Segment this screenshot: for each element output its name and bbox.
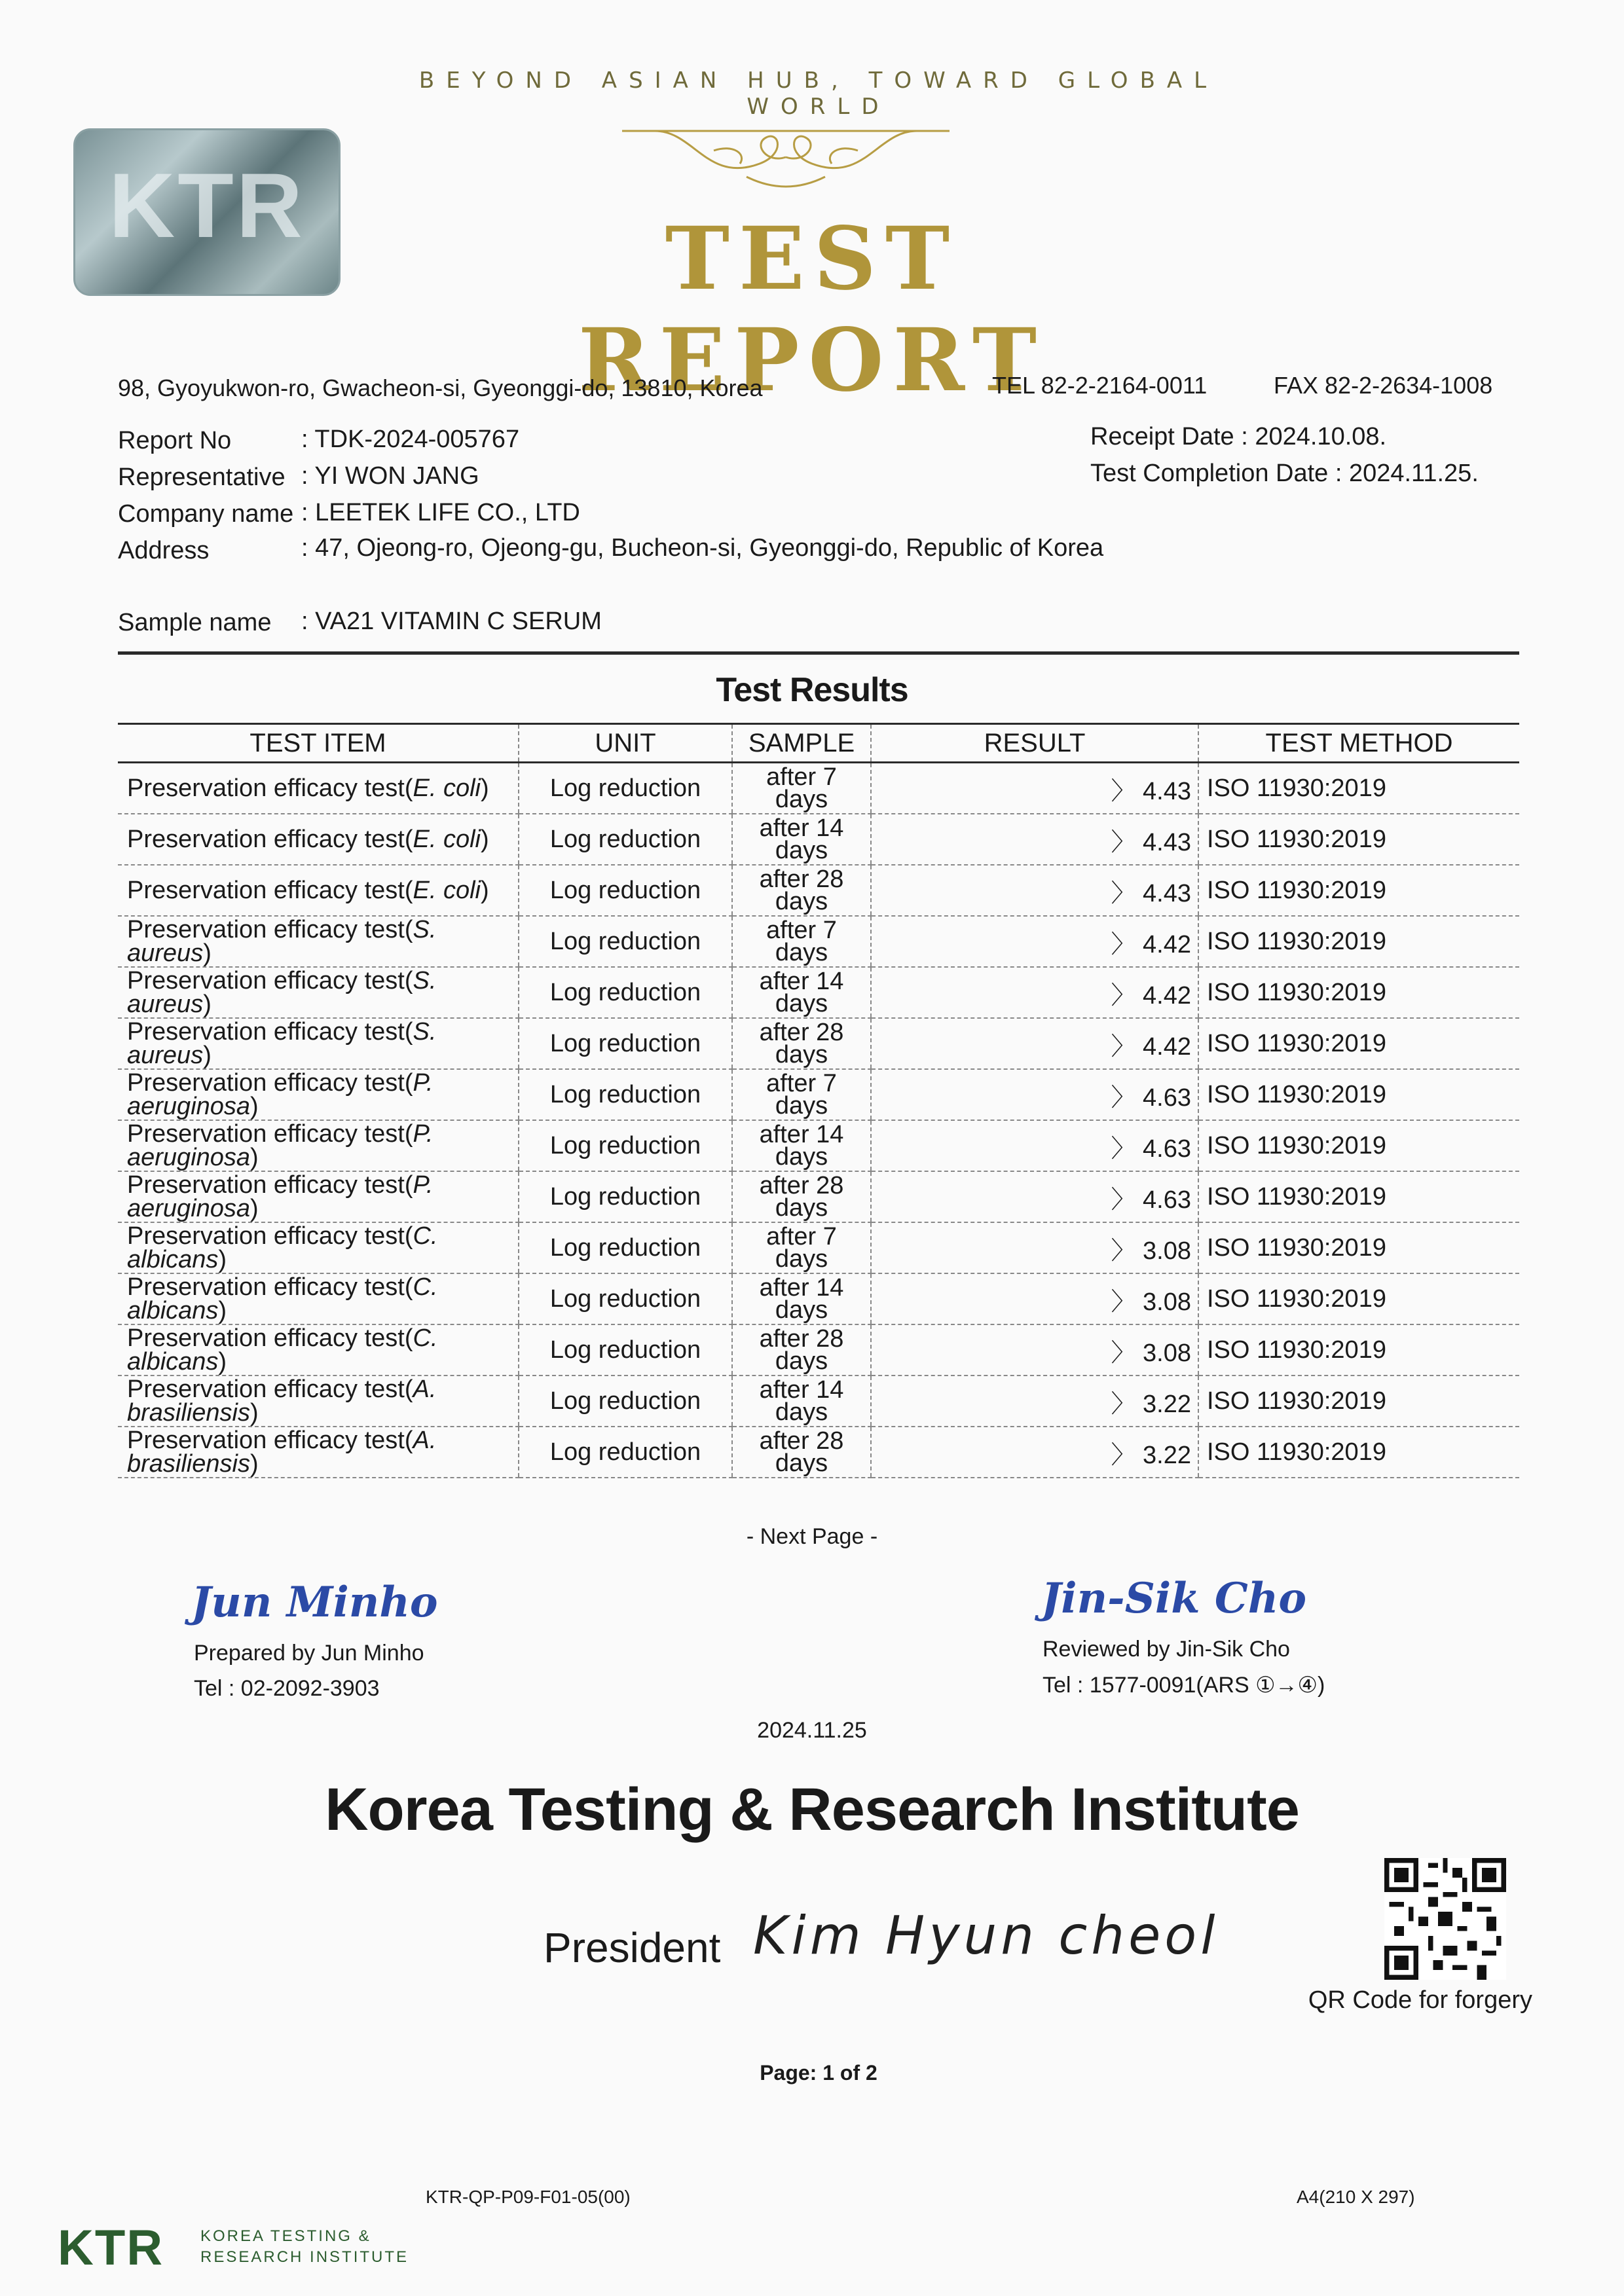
table-row — [118, 1171, 1519, 1222]
table-row — [118, 1069, 1519, 1120]
report-title: TEST REPORT — [578, 208, 1046, 411]
report-no-value: : TDK-2024-005767 — [301, 426, 520, 453]
organism-name: P. aeruginosa — [127, 1171, 434, 1222]
result-cell: 〉 4.43 — [871, 763, 1198, 814]
test-item-close: ) — [250, 1093, 259, 1120]
institute-address: 98, Gyoyukwon-ro, Gwacheon-si, Gyeonggi-do, 13810, Korea — [118, 374, 763, 401]
logo-sub-line1: KOREA TESTING & — [200, 2227, 371, 2245]
method-cell: ISO 11930:2019 — [1198, 1171, 1519, 1222]
method-cell: ISO 11930:2019 — [1198, 1427, 1519, 1478]
sample-cell — [732, 1427, 871, 1478]
sample-unit: days — [775, 837, 828, 864]
organism-name: C. albicans — [127, 1222, 438, 1273]
test-item — [118, 1376, 519, 1427]
unit-cell: Log reduction — [519, 1273, 732, 1324]
sample-period: after 14 — [759, 968, 844, 995]
results-title: Test Results — [716, 671, 908, 709]
test-item — [118, 814, 519, 865]
sample-label: Sample name — [118, 609, 272, 636]
organism-name: C. albicans — [127, 1324, 438, 1376]
unit-cell: Log reduction — [519, 916, 732, 967]
organism-name: E. coli — [413, 774, 481, 802]
table-row — [118, 1324, 1519, 1376]
unit-cell: Log reduction — [519, 967, 732, 1018]
test-item — [118, 865, 519, 916]
organism-name: E. coli — [413, 877, 481, 904]
test-item-name: Preservation efficacy test( — [127, 1376, 413, 1403]
prepared-signature: Jun Minho — [191, 1578, 438, 1627]
address-label: Address — [118, 537, 210, 564]
test-item-name: Preservation efficacy test( — [127, 1273, 413, 1301]
test-item-close: ) — [249, 1450, 259, 1478]
unit-cell: Log reduction — [519, 1222, 732, 1273]
reviewed-signature: Jin-Sik Cho — [1041, 1574, 1306, 1623]
reviewed-by: Reviewed by Jin-Sik Cho — [1043, 1637, 1290, 1662]
result-cell: 〉 4.63 — [871, 1069, 1198, 1120]
table-row — [118, 967, 1519, 1018]
result-cell: 〉 3.08 — [871, 1222, 1198, 1273]
ktr-logo: KTR — [58, 2220, 164, 2276]
method-cell: ISO 11930:2019 — [1198, 1273, 1519, 1324]
test-item-name: Preservation efficacy test( — [127, 774, 413, 802]
header-sample: SAMPLE — [732, 724, 871, 763]
organism-name: S. aureus — [127, 967, 437, 1018]
organism-name: S. aureus — [127, 1018, 437, 1069]
organism-name: P. aeruginosa — [127, 1069, 434, 1120]
result-cell: 〉 4.43 — [871, 865, 1198, 916]
table-row — [118, 1222, 1519, 1273]
address-value: : 47, Ojeong-ro, Ojeong-gu, Bucheon-si, Gyeonggi-do, Republic of Korea — [301, 534, 1104, 562]
form-code: KTR-QP-P09-F01-05(00) — [426, 2187, 631, 2207]
unit-cell: Log reduction — [519, 1069, 732, 1120]
sample-unit: days — [775, 1041, 828, 1068]
institute-name: Korea Testing & Research Institute — [325, 1776, 1299, 1843]
result-cell: 〉 4.43 — [871, 814, 1198, 865]
test-item-close: ) — [480, 826, 489, 853]
test-item — [118, 916, 519, 967]
test-item-close: ) — [218, 1348, 227, 1376]
prepared-by: Prepared by Jun Minho — [194, 1641, 424, 1666]
unit-cell: Log reduction — [519, 1120, 732, 1171]
method-cell: ISO 11930:2019 — [1198, 1018, 1519, 1069]
sample-cell — [732, 814, 871, 865]
sample-cell — [732, 916, 871, 967]
sample-unit: days — [775, 1194, 828, 1222]
sample-period: after 14 — [759, 814, 844, 842]
result-cell: 〉 4.42 — [871, 967, 1198, 1018]
unit-cell: Log reduction — [519, 814, 732, 865]
method-cell: ISO 11930:2019 — [1198, 1324, 1519, 1376]
sample-unit: days — [775, 1296, 828, 1324]
test-item-name: Preservation efficacy test( — [127, 916, 413, 943]
report-no-label: Report No — [118, 427, 232, 454]
organism-name: E. coli — [413, 826, 481, 853]
test-item-close: ) — [250, 1195, 259, 1222]
institute-fax: FAX 82-2-2634-1008 — [1274, 372, 1493, 399]
method-cell: ISO 11930:2019 — [1198, 1222, 1519, 1273]
header-test-item: TEST ITEM — [118, 724, 519, 763]
sample-unit: days — [775, 1398, 828, 1426]
issue-date: 2024.11.25 — [757, 1718, 867, 1743]
ktr-logo-subtitle — [200, 2226, 409, 2268]
result-cell: 〉 3.08 — [871, 1324, 1198, 1376]
method-cell: ISO 11930:2019 — [1198, 1069, 1519, 1120]
test-item-name: Preservation efficacy test( — [127, 1427, 413, 1454]
paper-size: A4(210 X 297) — [1297, 2187, 1415, 2207]
unit-cell: Log reduction — [519, 1376, 732, 1427]
next-page-note: - Next Page - — [746, 1524, 878, 1549]
sample-period: after 7 — [766, 763, 837, 791]
ornament-icon — [616, 105, 956, 196]
test-item-close: ) — [218, 1297, 227, 1324]
method-cell: ISO 11930:2019 — [1198, 865, 1519, 916]
sample-unit: days — [775, 1092, 828, 1120]
test-item-close: ) — [203, 991, 212, 1018]
institute-tel: TEL 82-2-2164-0011 — [992, 372, 1208, 399]
tagline: BEYOND ASIAN HUB, TOWARD GLOBAL WORLD — [418, 67, 1219, 120]
test-item — [118, 1069, 519, 1120]
result-cell: 〉 4.63 — [871, 1171, 1198, 1222]
method-cell: ISO 11930:2019 — [1198, 967, 1519, 1018]
sample-period: after 28 — [759, 1427, 844, 1455]
page-indicator: Page: 1 of 2 — [760, 2061, 877, 2085]
divider — [118, 651, 1519, 655]
result-cell: 〉 4.63 — [871, 1120, 1198, 1171]
table-row — [118, 1120, 1519, 1171]
test-item-name: Preservation efficacy test( — [127, 1222, 413, 1250]
ktr-hologram-seal — [73, 128, 341, 296]
table-row — [118, 763, 1519, 814]
sample-unit: days — [775, 990, 828, 1017]
unit-cell: Log reduction — [519, 763, 732, 814]
results-table — [118, 723, 1519, 1478]
test-item-close: ) — [203, 1042, 212, 1069]
table-header-row — [118, 724, 1519, 763]
sample-cell — [732, 1171, 871, 1222]
test-item-name: Preservation efficacy test( — [127, 967, 413, 994]
unit-cell: Log reduction — [519, 1324, 732, 1376]
header-result: RESULT — [871, 724, 1198, 763]
test-item-name: Preservation efficacy test( — [127, 1324, 413, 1352]
test-item-name: Preservation efficacy test( — [127, 877, 413, 904]
sample-cell — [732, 1069, 871, 1120]
result-cell: 〉 3.08 — [871, 1273, 1198, 1324]
table-row — [118, 814, 1519, 865]
method-cell: ISO 11930:2019 — [1198, 814, 1519, 865]
test-item-close: ) — [480, 774, 489, 802]
method-cell: ISO 11930:2019 — [1198, 763, 1519, 814]
sample-period: after 28 — [759, 1325, 844, 1353]
unit-cell: Log reduction — [519, 1427, 732, 1478]
organism-name: P. aeruginosa — [127, 1120, 434, 1171]
sample-unit: days — [775, 939, 828, 966]
organism-name: S. aureus — [127, 916, 437, 967]
qr-code-icon[interactable] — [1384, 1858, 1506, 1980]
table-row — [118, 1018, 1519, 1069]
sample-unit: days — [775, 1449, 828, 1477]
sample-unit: days — [775, 1143, 828, 1171]
sample-period: after 28 — [759, 866, 844, 893]
seal-logo-text: KTR — [109, 154, 305, 257]
organism-name: A. brasiliensis — [127, 1376, 437, 1427]
representative-value: : YI WON JANG — [301, 462, 479, 490]
table-row — [118, 865, 1519, 916]
result-cell: 〉 4.42 — [871, 916, 1198, 967]
completion-date: Test Completion Date : 2024.11.25. — [1090, 460, 1479, 487]
sample-unit: days — [775, 786, 828, 813]
representative-label: Representative — [118, 464, 286, 491]
sample-cell — [732, 1273, 871, 1324]
organism-name: A. brasiliensis — [127, 1427, 437, 1478]
sample-cell — [732, 1018, 871, 1069]
test-item — [118, 1222, 519, 1273]
test-item — [118, 1171, 519, 1222]
sample-period: after 14 — [759, 1121, 844, 1148]
sample-unit: days — [775, 1347, 828, 1375]
company-value: : LEETEK LIFE CO., LTD — [301, 499, 580, 526]
result-cell: 〉 4.42 — [871, 1018, 1198, 1069]
company-label: Company name — [118, 500, 294, 528]
method-cell: ISO 11930:2019 — [1198, 1120, 1519, 1171]
test-item-name: Preservation efficacy test( — [127, 1171, 413, 1199]
sample-value: : VA21 VITAMIN C SERUM — [301, 608, 602, 635]
unit-cell: Log reduction — [519, 1018, 732, 1069]
sample-period: after 28 — [759, 1172, 844, 1199]
sample-cell — [732, 763, 871, 814]
table-row — [118, 916, 1519, 967]
logo-sub-line2: RESEARCH INSTITUTE — [200, 2248, 409, 2266]
table-row — [118, 1273, 1519, 1324]
sample-period: after 14 — [759, 1274, 844, 1302]
result-cell: 〉 3.22 — [871, 1376, 1198, 1427]
test-item-name: Preservation efficacy test( — [127, 826, 413, 853]
prepared-tel: Tel : 02-2092-3903 — [194, 1676, 380, 1701]
method-cell: ISO 11930:2019 — [1198, 916, 1519, 967]
test-item — [118, 1273, 519, 1324]
sample-period: after 14 — [759, 1376, 844, 1404]
sample-unit: days — [775, 888, 828, 915]
unit-cell: Log reduction — [519, 1171, 732, 1222]
sample-cell — [732, 1376, 871, 1427]
sample-cell — [732, 865, 871, 916]
test-item-close: ) — [218, 1246, 227, 1273]
sample-period: after 7 — [766, 917, 837, 944]
test-item — [118, 1324, 519, 1376]
test-item — [118, 1120, 519, 1171]
sample-period: after 7 — [766, 1223, 837, 1250]
header-test-method: TEST METHOD — [1198, 724, 1519, 763]
test-item-close: ) — [250, 1144, 259, 1171]
test-item-name: Preservation efficacy test( — [127, 1018, 413, 1046]
table-row — [118, 1427, 1519, 1478]
receipt-date: Receipt Date : 2024.10.08. — [1090, 423, 1387, 450]
test-item — [118, 1427, 519, 1478]
method-cell: ISO 11930:2019 — [1198, 1376, 1519, 1427]
test-item — [118, 1018, 519, 1069]
test-item — [118, 967, 519, 1018]
test-item-name: Preservation efficacy test( — [127, 1120, 413, 1148]
sample-cell — [732, 1222, 871, 1273]
president-label: President — [544, 1924, 721, 1971]
result-cell: 〉 3.22 — [871, 1427, 1198, 1478]
test-item-name: Preservation efficacy test( — [127, 1069, 413, 1097]
sample-period: after 28 — [759, 1019, 844, 1046]
test-item — [118, 763, 519, 814]
test-item-close: ) — [480, 877, 489, 904]
qr-caption: QR Code for forgery — [1308, 1986, 1532, 2014]
test-item-close: ) — [203, 939, 212, 967]
reviewed-tel: Tel : 1577-0091(ARS ①→④) — [1043, 1673, 1325, 1698]
sample-cell — [732, 1324, 871, 1376]
sample-unit: days — [775, 1245, 828, 1273]
president-signature: Kim Hyun cheol — [753, 1905, 1219, 1966]
test-item-close: ) — [249, 1399, 259, 1427]
sample-cell — [732, 1120, 871, 1171]
header-unit: UNIT — [519, 724, 732, 763]
sample-period: after 7 — [766, 1070, 837, 1097]
table-row — [118, 1376, 1519, 1427]
unit-cell: Log reduction — [519, 865, 732, 916]
organism-name: C. albicans — [127, 1273, 438, 1324]
sample-cell — [732, 967, 871, 1018]
